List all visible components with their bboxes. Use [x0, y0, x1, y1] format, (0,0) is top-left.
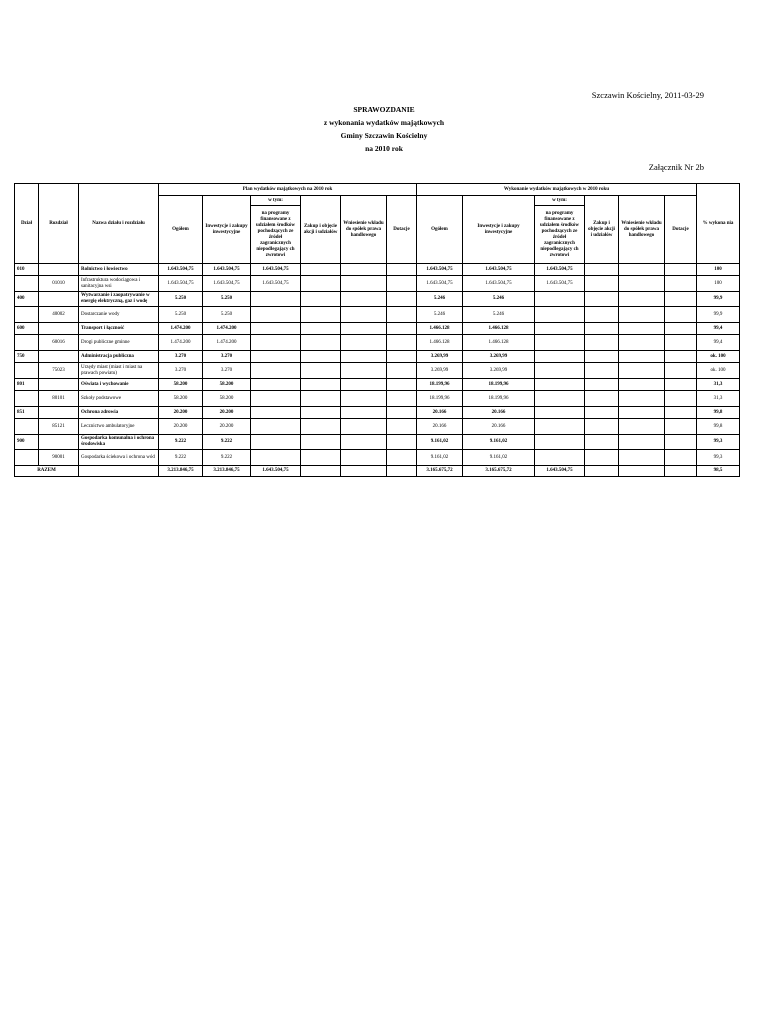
- title-line: SPRAWOZDANIE: [353, 105, 415, 114]
- cell-wyk-wn: [619, 307, 665, 323]
- cell-wyk-prog: [535, 450, 585, 466]
- total-wyk-inw: 3.165.675,72: [463, 466, 535, 477]
- cell-wyk-dot: [665, 307, 697, 323]
- cell-nazwa: Lecznictwo ambulatoryjne: [79, 419, 159, 435]
- table-row: [15, 450, 740, 466]
- cell-plan-zakup: [301, 419, 341, 435]
- cell-dzial: 600: [15, 323, 39, 335]
- cell-dzial: 750: [15, 351, 39, 363]
- total-plan-zakup: [301, 466, 341, 477]
- cell-wyk-zakup: [585, 379, 619, 391]
- cell-nazwa: Gospodarka komunalna i ochrona środowiska: [79, 435, 159, 450]
- cell-wyk-ogolem: 3.269,99: [417, 363, 463, 379]
- cell-nazwa: Dostarczanie wody: [79, 307, 159, 323]
- cell-nazwa: Gospodarka ściekowa i ochrona wód: [79, 450, 159, 466]
- table-row: [15, 407, 740, 419]
- total-wyk-prog: 1.643.504,75: [535, 466, 585, 477]
- cell-plan-prog: [251, 379, 301, 391]
- cell-plan-dot: [387, 391, 417, 407]
- cell-plan-inw: 1.643.504,75: [203, 264, 251, 276]
- cell-plan-ogolem: 3.270: [159, 351, 203, 363]
- cell-nazwa: Drogi publiczne gminne: [79, 335, 159, 351]
- cell-plan-prog: [251, 391, 301, 407]
- cell-plan-dot: [387, 419, 417, 435]
- cell-plan-inw: 3.270: [203, 363, 251, 379]
- cell-rozdzial: 80101: [39, 391, 79, 407]
- table-row: [15, 391, 740, 407]
- cell-plan-zakup: [301, 351, 341, 363]
- cell-proc: 100: [697, 276, 740, 292]
- cell-wyk-ogolem: 18.199,96: [417, 391, 463, 407]
- cell-wyk-prog: [535, 379, 585, 391]
- cell-wyk-prog: [535, 335, 585, 351]
- cell-plan-wn: [341, 391, 387, 407]
- cell-wyk-dot: [665, 391, 697, 407]
- cell-wyk-ogolem: 20.166: [417, 407, 463, 419]
- cell-plan-dot: [387, 363, 417, 379]
- cell-wyk-prog: [535, 435, 585, 450]
- cell-proc: 99,9: [697, 307, 740, 323]
- cell-plan-dot: [387, 450, 417, 466]
- total-wyk-zakup: [585, 466, 619, 477]
- title-line: z wykonania wydatków majątkowych: [323, 118, 445, 127]
- cell-rozdzial: 40002: [39, 307, 79, 323]
- cell-nazwa: [79, 466, 159, 477]
- cell-plan-prog: [251, 435, 301, 450]
- cell-plan-ogolem: 1.474.200: [159, 335, 203, 351]
- table-row: [15, 276, 740, 292]
- cell-plan-wn: [341, 276, 387, 292]
- table-body: [15, 264, 740, 477]
- cell-plan-zakup: [301, 307, 341, 323]
- cell-plan-prog: [251, 363, 301, 379]
- cell-proc: 99,8: [697, 407, 740, 419]
- cell-proc: ok. 100: [697, 363, 740, 379]
- cell-wyk-zakup: [585, 450, 619, 466]
- cell-wyk-prog: [535, 391, 585, 407]
- header-plan-group: Plan wydatków majątkowych na 2010 rok: [159, 184, 417, 196]
- header-exec-programy: na programy finansowane z udziałem środków pochodzących ze źródeł zagranicznych niepodlegający ch zwrotowi: [535, 206, 585, 264]
- cell-nazwa: Oświata i wychowanie: [79, 379, 159, 391]
- cell-proc: 100: [697, 264, 740, 276]
- cell-proc: 99,4: [697, 335, 740, 351]
- cell-wyk-prog: [535, 307, 585, 323]
- cell-wyk-ogolem: 9.161,02: [417, 450, 463, 466]
- cell-plan-dot: [387, 323, 417, 335]
- total-plan-wn: [341, 466, 387, 477]
- cell-wyk-dot: [665, 379, 697, 391]
- cell-wyk-inw: 5.246: [463, 292, 535, 307]
- cell-nazwa: Urzędy miast (miast i miast na prawach powiatu): [79, 363, 159, 379]
- cell-plan-ogolem: 1.474.200: [159, 323, 203, 335]
- cell-wyk-zakup: [585, 276, 619, 292]
- cell-plan-inw: 20.200: [203, 419, 251, 435]
- cell-wyk-prog: [535, 407, 585, 419]
- title-line: Gminy Szczawin Kościelny: [340, 131, 428, 140]
- cell-wyk-ogolem: 1.643.504,75: [417, 264, 463, 276]
- cell-dzial: [15, 363, 39, 379]
- cell-plan-wn: [341, 323, 387, 335]
- table-row: [15, 435, 740, 450]
- cell-wyk-wn: [619, 264, 665, 276]
- title-line: na 2010 rok: [365, 144, 403, 153]
- cell-plan-ogolem: 1.643.504,75: [159, 276, 203, 292]
- cell-wyk-inw: 5.246: [463, 307, 535, 323]
- cell-plan-wn: [341, 435, 387, 450]
- table-row: [15, 335, 740, 351]
- cell-nazwa: Ochrona zdrowia: [79, 407, 159, 419]
- cell-wyk-ogolem: 1.466.128: [417, 335, 463, 351]
- cell-plan-dot: [387, 351, 417, 363]
- cell-plan-inw: 1.474.200: [203, 335, 251, 351]
- cell-wyk-prog: [535, 292, 585, 307]
- cell-plan-inw: 5.250: [203, 307, 251, 323]
- cell-wyk-wn: [619, 351, 665, 363]
- cell-wyk-wn: [619, 391, 665, 407]
- cell-wyk-ogolem: 9.161,02: [417, 435, 463, 450]
- header-exec-wniesienie: Wniesienie wkładu do spółek prawa handlowego: [619, 196, 665, 264]
- table-row: [15, 323, 740, 335]
- cell-wyk-zakup: [585, 419, 619, 435]
- cell-dzial: [15, 307, 39, 323]
- cell-plan-wn: [341, 363, 387, 379]
- cell-proc: ok. 100: [697, 351, 740, 363]
- cell-wyk-inw: 1.466.128: [463, 323, 535, 335]
- cell-plan-zakup: [301, 276, 341, 292]
- cell-plan-ogolem: 58.200: [159, 391, 203, 407]
- cell-plan-prog: [251, 323, 301, 335]
- cell-wyk-dot: [665, 351, 697, 363]
- total-plan-ogolem: 3.213.846,75: [159, 466, 203, 477]
- cell-wyk-prog: [535, 419, 585, 435]
- cell-wyk-ogolem: 3.269,99: [417, 351, 463, 363]
- cell-nazwa: Transport i łączność: [79, 323, 159, 335]
- cell-dzial: 010: [15, 264, 39, 276]
- cell-wyk-prog: [535, 351, 585, 363]
- cell-plan-inw: 3.270: [203, 351, 251, 363]
- cell-plan-dot: [387, 264, 417, 276]
- cell-plan-zakup: [301, 391, 341, 407]
- cell-wyk-dot: [665, 335, 697, 351]
- cell-plan-inw: 9.222: [203, 450, 251, 466]
- cell-plan-wn: [341, 379, 387, 391]
- cell-plan-ogolem: 9.222: [159, 435, 203, 450]
- cell-wyk-wn: [619, 363, 665, 379]
- cell-wyk-wn: [619, 419, 665, 435]
- cell-plan-dot: [387, 292, 417, 307]
- cell-rozdzial: 60016: [39, 335, 79, 351]
- cell-plan-prog: [251, 450, 301, 466]
- attachment-label: Załącznik Nr 2b: [648, 162, 704, 172]
- cell-wyk-dot: [665, 276, 697, 292]
- cell-plan-prog: [251, 335, 301, 351]
- header-plan-inwestycje: Inwestycje i zakupy inwestycyjne: [203, 196, 251, 264]
- cell-wyk-inw: 1.643.504,75: [463, 264, 535, 276]
- cell-plan-wn: [341, 264, 387, 276]
- cell-plan-wn: [341, 351, 387, 363]
- table-row: [15, 264, 740, 276]
- cell-plan-prog: 1.643.504,75: [251, 264, 301, 276]
- table-row: [15, 363, 740, 379]
- cell-nazwa: Administracja publiczna: [79, 351, 159, 363]
- header-dzial: Dział: [15, 184, 39, 264]
- cell-nazwa: Rolnictwo i łowiectwo: [79, 264, 159, 276]
- cell-plan-dot: [387, 307, 417, 323]
- cell-dzial: [15, 450, 39, 466]
- cell-wyk-zakup: [585, 292, 619, 307]
- cell-wyk-ogolem: 18.199,96: [417, 379, 463, 391]
- cell-rozdzial: [39, 292, 79, 307]
- cell-plan-ogolem: 3.270: [159, 363, 203, 379]
- total-label: RAZEM: [15, 466, 79, 477]
- cell-wyk-prog: 1.643.504,75: [535, 264, 585, 276]
- cell-plan-zakup: [301, 292, 341, 307]
- header-exec-zakup: Zakup i objęcie akcji i udziałów: [585, 196, 619, 264]
- cell-dzial: [15, 276, 39, 292]
- cell-plan-inw: 1.474.200: [203, 323, 251, 335]
- cell-proc: 99,8: [697, 419, 740, 435]
- cell-plan-dot: [387, 276, 417, 292]
- cell-plan-prog: [251, 407, 301, 419]
- cell-wyk-inw: 18.199,96: [463, 391, 535, 407]
- table-total-row: [15, 466, 740, 477]
- cell-plan-dot: [387, 335, 417, 351]
- cell-wyk-wn: [619, 292, 665, 307]
- cell-wyk-inw: 20.166: [463, 407, 535, 419]
- cell-wyk-inw: 3.269,99: [463, 351, 535, 363]
- cell-plan-dot: [387, 435, 417, 450]
- cell-wyk-dot: [665, 264, 697, 276]
- cell-wyk-zakup: [585, 323, 619, 335]
- cell-wyk-prog: [535, 323, 585, 335]
- cell-plan-wn: [341, 307, 387, 323]
- cell-plan-prog: 1.643.504,75: [251, 276, 301, 292]
- cell-wyk-dot: [665, 407, 697, 419]
- header-plan-wniesienie: Wniesienie wkładu do spółek prawa handlowego: [341, 196, 387, 264]
- cell-proc: 99,3: [697, 450, 740, 466]
- place-date: Szczawin Kościelny, 2011-03-29: [591, 90, 704, 100]
- cell-rozdzial: [39, 323, 79, 335]
- table-header: [15, 184, 740, 264]
- cell-plan-zakup: [301, 264, 341, 276]
- expenditure-table: [14, 183, 740, 477]
- cell-wyk-inw: 1.466.128: [463, 335, 535, 351]
- cell-plan-ogolem: 5.250: [159, 307, 203, 323]
- cell-plan-prog: [251, 351, 301, 363]
- cell-wyk-wn: [619, 335, 665, 351]
- cell-wyk-wn: [619, 276, 665, 292]
- cell-wyk-dot: [665, 419, 697, 435]
- cell-plan-inw: 5.250: [203, 292, 251, 307]
- header-plan-dotacje: Dotacje: [387, 196, 417, 264]
- cell-wyk-dot: [665, 435, 697, 450]
- cell-plan-zakup: [301, 450, 341, 466]
- cell-wyk-ogolem: 20.166: [417, 419, 463, 435]
- cell-plan-ogolem: 9.222: [159, 450, 203, 466]
- cell-rozdzial: 01010: [39, 276, 79, 292]
- header-nazwa: Nazwa działu i rozdziału: [79, 184, 159, 264]
- cell-wyk-zakup: [585, 264, 619, 276]
- cell-wyk-zakup: [585, 435, 619, 450]
- cell-proc: 31,3: [697, 379, 740, 391]
- cell-wyk-wn: [619, 323, 665, 335]
- cell-plan-inw: 20.200: [203, 407, 251, 419]
- cell-plan-zakup: [301, 435, 341, 450]
- header-plan-ogolem: Ogółem: [159, 196, 203, 264]
- cell-wyk-wn: [619, 379, 665, 391]
- cell-wyk-ogolem: 5.246: [417, 292, 463, 307]
- cell-rozdzial: [39, 407, 79, 419]
- total-wyk-wn: [619, 466, 665, 477]
- report-title: [0, 103, 768, 155]
- cell-wyk-dot: [665, 363, 697, 379]
- cell-plan-ogolem: 1.643.504,75: [159, 264, 203, 276]
- cell-plan-wn: [341, 419, 387, 435]
- cell-plan-inw: 58.200: [203, 391, 251, 407]
- cell-dzial: [15, 335, 39, 351]
- cell-plan-inw: 58.200: [203, 379, 251, 391]
- cell-wyk-dot: [665, 450, 697, 466]
- header-plan-wtym: w tym:: [251, 196, 301, 206]
- cell-wyk-zakup: [585, 335, 619, 351]
- cell-wyk-inw: 20.166: [463, 419, 535, 435]
- cell-nazwa: Infrastruktura wodociągowa i sanitacyjna wsi: [79, 276, 159, 292]
- cell-plan-zakup: [301, 323, 341, 335]
- cell-plan-wn: [341, 292, 387, 307]
- header-plan-programy: na programy finansowane z udziałem środków pochodzących ze źródeł zagranicznych niepodlegający ch zwrotowi: [251, 206, 301, 264]
- table-row: [15, 307, 740, 323]
- header-rozdzial: Rozdział: [39, 184, 79, 264]
- header-exec-group: Wykonanie wydatków majątkowych w 2010 roku: [417, 184, 697, 196]
- cell-plan-zakup: [301, 407, 341, 419]
- cell-wyk-zakup: [585, 307, 619, 323]
- cell-wyk-inw: 1.643.504,75: [463, 276, 535, 292]
- cell-plan-wn: [341, 335, 387, 351]
- cell-plan-prog: [251, 307, 301, 323]
- cell-wyk-ogolem: 1.466.128: [417, 323, 463, 335]
- total-proc: 98,5: [697, 466, 740, 477]
- cell-plan-ogolem: 20.200: [159, 419, 203, 435]
- table-row: [15, 379, 740, 391]
- cell-wyk-dot: [665, 323, 697, 335]
- cell-wyk-inw: 9.161,02: [463, 450, 535, 466]
- cell-rozdzial: [39, 351, 79, 363]
- cell-dzial: 851: [15, 407, 39, 419]
- cell-wyk-inw: 9.161,02: [463, 435, 535, 450]
- cell-wyk-zakup: [585, 391, 619, 407]
- cell-wyk-wn: [619, 435, 665, 450]
- cell-wyk-zakup: [585, 351, 619, 363]
- total-plan-inw: 3.213.846,75: [203, 466, 251, 477]
- cell-plan-wn: [341, 450, 387, 466]
- total-plan-dot: [387, 466, 417, 477]
- cell-wyk-dot: [665, 292, 697, 307]
- cell-rozdzial: [39, 379, 79, 391]
- cell-rozdzial: 90001: [39, 450, 79, 466]
- cell-rozdzial: [39, 264, 79, 276]
- cell-wyk-wn: [619, 450, 665, 466]
- cell-rozdzial: 85121: [39, 419, 79, 435]
- cell-proc: 99,4: [697, 323, 740, 335]
- cell-proc: 99,3: [697, 435, 740, 450]
- cell-wyk-prog: 1.643.504,75: [535, 276, 585, 292]
- cell-wyk-zakup: [585, 363, 619, 379]
- table-row: [15, 351, 740, 363]
- cell-plan-inw: 1.643.504,75: [203, 276, 251, 292]
- cell-plan-prog: [251, 292, 301, 307]
- header-procent: % wykona nia: [697, 184, 740, 264]
- cell-plan-ogolem: 20.200: [159, 407, 203, 419]
- cell-wyk-ogolem: 1.643.504,75: [417, 276, 463, 292]
- cell-dzial: 801: [15, 379, 39, 391]
- cell-dzial: 400: [15, 292, 39, 307]
- cell-proc: 31,3: [697, 391, 740, 407]
- cell-proc: 99,9: [697, 292, 740, 307]
- cell-plan-zakup: [301, 379, 341, 391]
- cell-wyk-wn: [619, 407, 665, 419]
- total-wyk-ogolem: 3.165.675,72: [417, 466, 463, 477]
- cell-wyk-prog: [535, 363, 585, 379]
- header-exec-wtym: w tym:: [535, 196, 585, 206]
- cell-wyk-inw: 3.269,99: [463, 363, 535, 379]
- cell-dzial: 900: [15, 435, 39, 450]
- cell-dzial: [15, 391, 39, 407]
- cell-plan-ogolem: 5.250: [159, 292, 203, 307]
- cell-dzial: [15, 419, 39, 435]
- cell-plan-ogolem: 58.200: [159, 379, 203, 391]
- cell-plan-dot: [387, 379, 417, 391]
- header-exec-dotacje: Dotacje: [665, 196, 697, 264]
- cell-plan-wn: [341, 407, 387, 419]
- cell-rozdzial: [39, 435, 79, 450]
- header-plan-zakup: Zakup i objęcie akcji i udziałów: [301, 196, 341, 264]
- cell-wyk-zakup: [585, 407, 619, 419]
- cell-wyk-inw: 18.199,96: [463, 379, 535, 391]
- cell-nazwa: Szkoły podstawowe: [79, 391, 159, 407]
- cell-rozdzial: 75023: [39, 363, 79, 379]
- cell-plan-prog: [251, 419, 301, 435]
- table-row: [15, 419, 740, 435]
- total-plan-prog: 1.643.504,75: [251, 466, 301, 477]
- table-row: [15, 292, 740, 307]
- cell-nazwa: Wytwarzanie i zaopatrywanie w energię elektryczną, gaz i wodę: [79, 292, 159, 307]
- cell-plan-zakup: [301, 335, 341, 351]
- cell-wyk-ogolem: 5.246: [417, 307, 463, 323]
- cell-plan-inw: 9.222: [203, 435, 251, 450]
- header-exec-ogolem: Ogółem: [417, 196, 463, 264]
- header-exec-inwestycje: Inwestycje i zakupy inwestycyjne: [463, 196, 535, 264]
- cell-plan-dot: [387, 407, 417, 419]
- cell-plan-zakup: [301, 363, 341, 379]
- total-wyk-dot: [665, 466, 697, 477]
